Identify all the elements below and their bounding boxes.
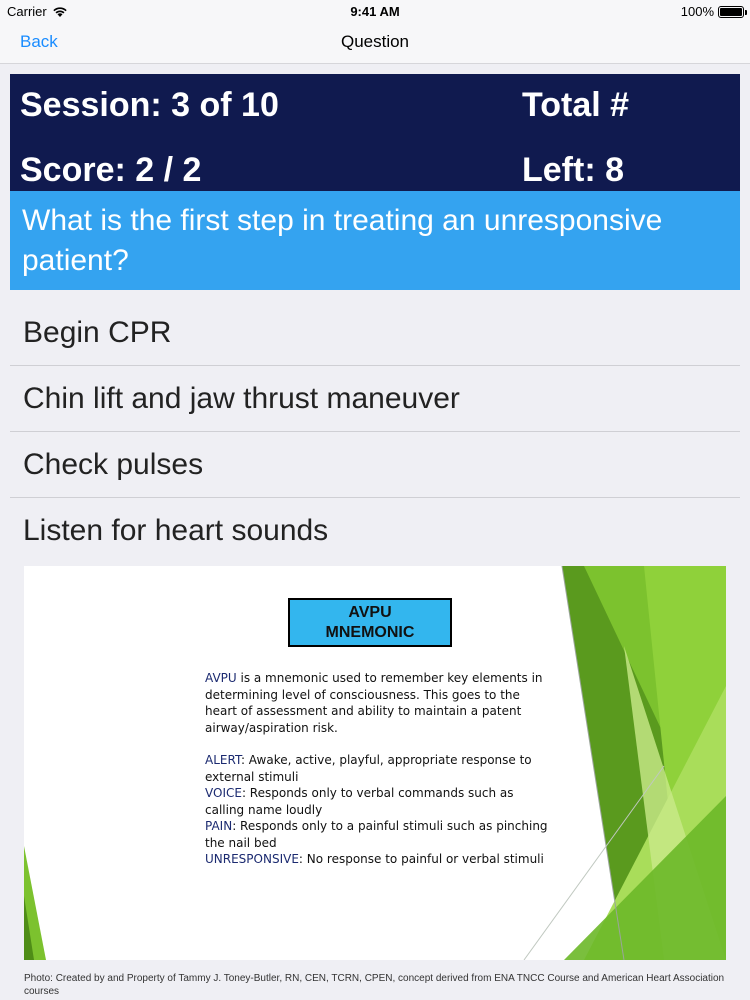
intro-text: is a mnemonic used to remember key elements in determining level of consciousness. This goes to the heart of assessment and ability to maintain a patent airway/aspiration risk. [205,671,543,735]
total-label: Total # [522,86,630,124]
score-label: Score: 2 / 2 [20,151,202,189]
battery-icon [718,6,744,18]
battery-percent: 100% [680,4,714,19]
answer-list [10,300,740,564]
alert-text: : Awake, active, playful, appropriate response to external stimuli [205,753,532,784]
photo-credit: Photo: Created by and Property of Tammy J. Toney-Butler, RN, CEN, TCRN, CPEN, concept derived from ENA TNCC Course and American Heart Association courses [24,973,725,997]
status-bar [0,0,750,22]
voice-text: : Responds only to verbal commands such as calling name loudly [205,786,514,817]
left-label: Left: 8 [522,151,624,189]
answer-option-3[interactable]: Check pulses [10,432,740,498]
pain-text: : Responds only to a painful stimuli such as pinching the nail bed [205,819,548,850]
slide-body [205,670,555,868]
score-header [10,74,740,191]
slide-title-line1: AVPU [348,604,392,621]
term-alert: ALERT [205,753,241,767]
status-time: 9:41 AM [350,4,400,19]
carrier-label: Carrier [7,4,47,19]
battery-indicator [681,4,744,19]
nav-title: Question [340,32,410,51]
slide-title-line2: MNEMONIC [325,624,415,641]
slide-pain [205,818,555,851]
slide-intro [205,670,555,736]
avpu-slide-image [24,566,726,960]
answer-option-2[interactable]: Chin lift and jaw thrust maneuver [10,366,740,432]
unresponsive-text: : No response to painful or verbal stimuli [298,852,544,866]
question-text: What is the first step in treating an unresponsive patient? [10,191,740,290]
slide-unresponsive [205,851,555,868]
answer-option-4[interactable]: Listen for heart sounds [23,514,329,547]
navigation-bar [0,22,750,64]
slide-title [288,598,452,647]
answer-option-1[interactable]: Begin CPR [10,300,740,366]
term-voice: VOICE [205,786,242,800]
back-button[interactable]: Back [20,32,58,51]
slide-voice [205,785,555,818]
session-label: Session: 3 of 10 [20,86,279,124]
term-pain: PAIN [205,819,233,833]
term-avpu: AVPU [205,671,237,685]
slide-alert [205,752,555,785]
term-unresponsive: UNRESPONSIVE [205,852,299,866]
